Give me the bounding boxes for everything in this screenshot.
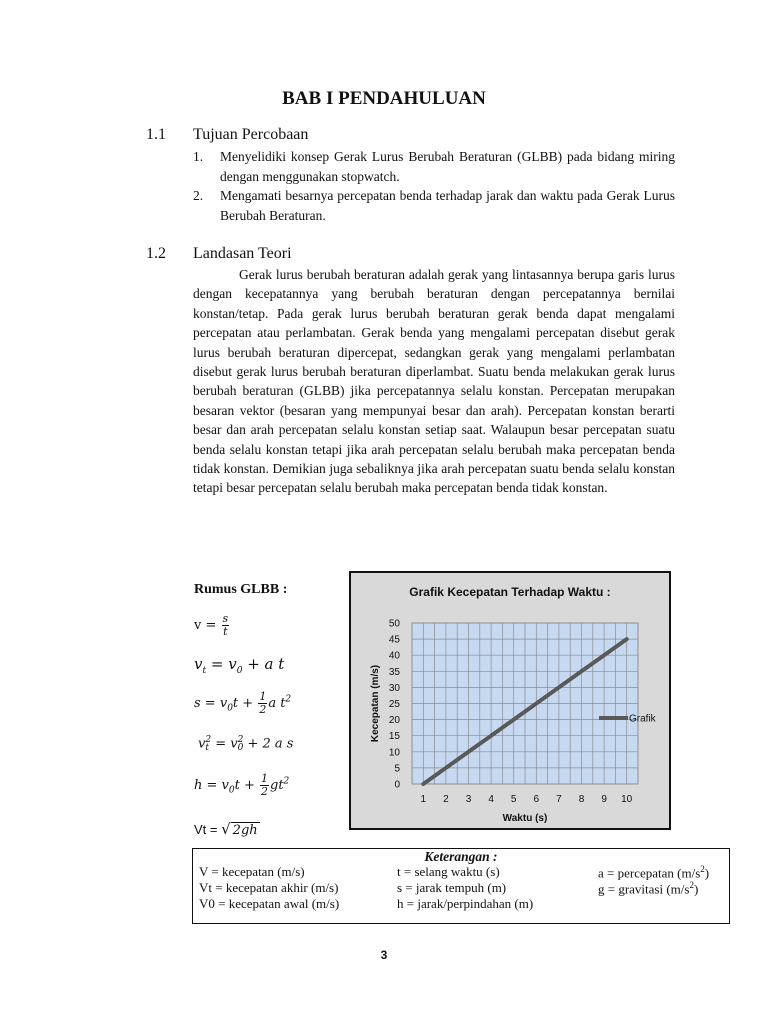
x-tick-label: 7 [556, 794, 562, 805]
formula-heading: Rumus GLBB : [194, 582, 288, 597]
legend-entry: g = gravitasi $(m/s^2)$ [598, 880, 699, 897]
y-tick-label: 40 [388, 650, 400, 662]
list-item-number: 1. [193, 149, 204, 164]
formula-height: $h = v_0t$ + $\frac{1}{2}$ $gt^2$ [194, 772, 290, 798]
legend-entry: h = jarak/perpindahan (m) [397, 896, 534, 911]
legend-entry: V = kecepatan (m/s) [199, 864, 305, 879]
page-number: 3 [380, 948, 388, 962]
y-tick-label: 20 [388, 715, 400, 727]
list-item-number: 2. [193, 188, 204, 203]
x-tick-label: 5 [510, 794, 517, 805]
legend-entry: t = selang waktu (s) [397, 864, 500, 879]
y-axis-label: Kecepatan (m/s) [370, 664, 381, 743]
formula-displacement: $s = v_0t$ + $\frac{1}{2}$ a $t^2$ [194, 690, 292, 716]
chart-title: Grafik Kecepatan Terhadap Waktu : [409, 585, 611, 599]
y-tick-label: 0 [394, 779, 400, 791]
velocity-time-chart [349, 571, 671, 830]
formula-velocity: v = $\frac{s}{t}$ [194, 612, 229, 638]
y-tick-label: 10 [388, 747, 400, 759]
x-axis-label: Waktu (s) [502, 813, 548, 824]
legend-label: Grafik [629, 713, 656, 725]
section-title: Landasan Teori [193, 245, 292, 262]
y-tick-label: 15 [388, 731, 400, 743]
list-item: Menyelidiki konsep Gerak Lurus Berubah Beraturan (GLBB) pada bidang miring dengan menggunakan stopwatch. [220, 149, 675, 184]
list-item: Mengamati besarnya percepatan benda terhadap jarak dan waktu pada Gerak Lurus Berubah Beraturan. [220, 188, 675, 223]
y-tick-label: 30 [388, 682, 400, 694]
x-tick-label: 9 [601, 794, 607, 805]
x-tick-label: 10 [621, 794, 633, 805]
chart-plot [351, 573, 673, 832]
legend-entry: Vt = kecepatan akhir (m/s) [199, 880, 339, 895]
legend-title: Keterangan : [424, 849, 498, 864]
x-tick-label: 6 [533, 794, 540, 805]
x-tick-label: 3 [465, 794, 472, 805]
x-tick-label: 8 [578, 794, 585, 805]
section-number: 1.2 [146, 245, 166, 262]
formula-final-velocity: $v_t = v_0 + a$ t [194, 655, 285, 676]
x-tick-label: 1 [420, 794, 427, 805]
theory-paragraph: Gerak lurus berubah beraturan adalah gerak yang lintasannya berupa garis lurus dengan kecepatannya yang berubah beraturan dengan percepatannya bernilai konstan/tetap. Pada gerak lurus berubah beraturan gerak benda dapat mengalami percepatan atau perlambatan. Gerak benda yang mengalami percepatan disebut gerak lurus berubah beraturan dipercepat, sedangkan gerak yang mengalami perlambatan disebut gerak lurus berubah beraturan diperlambat. Suatu benda melakukan gerak lurus berubah beraturan (GLBB) jika percepatannya selalu konstan. Percepatan merupakan besaran vektor (besaran yang mempunyai besar dan arah). Percepatan konstan berarti besar dan arah percepatan selalu konstan setiap saat. Walaupun besar percepatan suatu benda selalu konstan tetapi jika arah percepatan selalu berubah maka percepatan benda tidak konstan. Demikian juga sebaliknya jika arah percepatan suatu benda selalu konstan tetapi besar percepatan selalu berubah maka percepatan benda tidak konstan. [193, 267, 675, 496]
x-tick-label: 2 [443, 794, 449, 805]
y-tick-label: 45 [388, 634, 400, 646]
section-number: 1.1 [146, 126, 166, 143]
legend-entry: a = percepatan $(m/s^2)$ [598, 864, 710, 881]
y-tick-label: 5 [394, 763, 400, 775]
legend-entry: s = jarak tempuh (m) [397, 880, 507, 895]
y-tick-label: 35 [388, 666, 400, 678]
formula-vt-free-fall: Vt = √ 2gh [194, 820, 258, 838]
formula-velocity-squared: v 2 t = v 2 0 + 2 a s [198, 735, 294, 753]
y-tick-label: 50 [388, 618, 400, 630]
y-tick-label: 25 [388, 699, 400, 710]
section-title: Tujuan Percobaan [193, 126, 309, 143]
x-tick-label: 4 [488, 794, 494, 805]
chapter-title: BAB I PENDAHULUAN [282, 88, 486, 109]
legend-entry: V0 = kecepatan awal (m/s) [199, 896, 340, 911]
